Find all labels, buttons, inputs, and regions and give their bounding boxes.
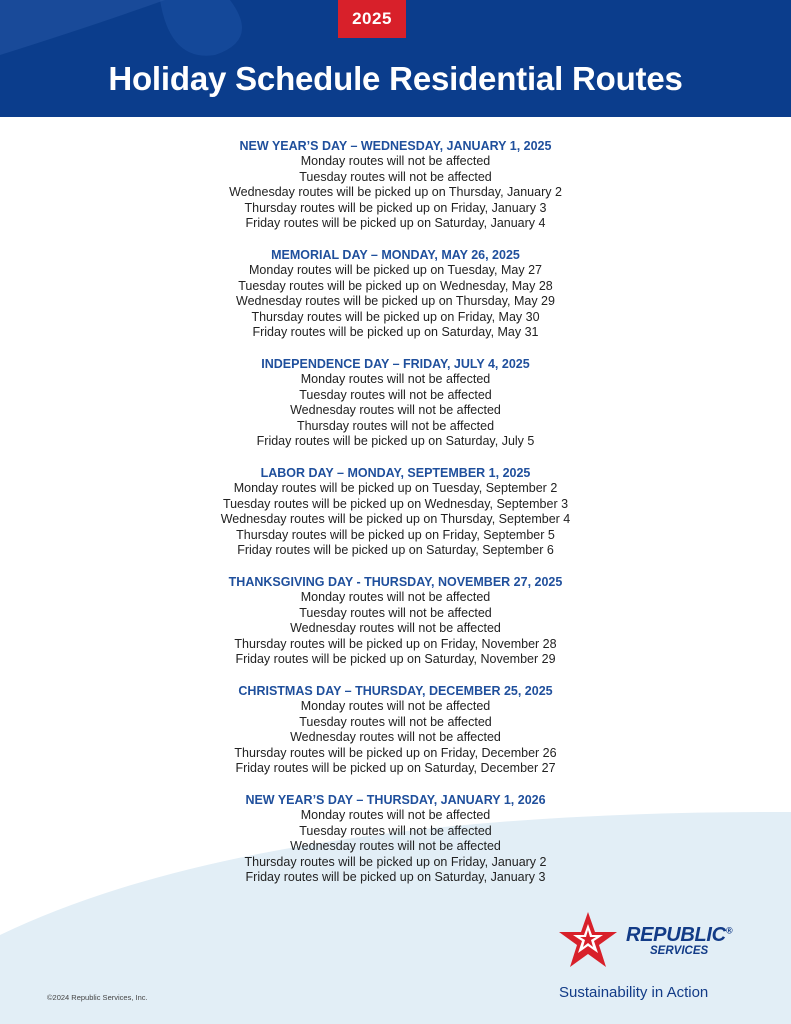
route-line: Thursday routes will be picked up on Friday, May 30 <box>251 309 540 324</box>
route-line: Tuesday routes will not be affected <box>299 823 492 838</box>
route-line: Tuesday routes will not be affected <box>299 714 492 729</box>
republic-star-logo-icon <box>556 910 620 972</box>
route-line: Monday routes will not be affected <box>300 372 491 386</box>
route-line: Friday routes will be picked up on Saturday, November 29 <box>235 652 556 666</box>
route-line: Friday routes will be picked up on Saturday, January 4 <box>245 216 546 230</box>
holiday-block <box>0 792 791 886</box>
route-line: Wednesday routes will not be affected <box>290 839 501 853</box>
route-line: Monday routes will not be affected <box>300 154 491 168</box>
page-title: Holiday Schedule Residential Routes <box>108 60 683 97</box>
copyright-notice: ©2024 Republic Services, Inc. <box>47 993 148 1002</box>
year-tab: 2025 <box>338 0 406 38</box>
route-line: Thursday routes will be picked up on Friday, December 26 <box>234 745 557 760</box>
route-line: Tuesday routes will not be affected <box>299 169 492 184</box>
route-line: Monday routes will not be affected <box>300 699 491 713</box>
holiday-block <box>0 138 791 232</box>
route-line: Friday routes will be picked up on Saturday, July 5 <box>256 434 535 448</box>
holiday-title: INDEPENDENCE DAY – FRIDAY, JULY 4, 2025 <box>261 357 530 371</box>
holiday-schedule <box>0 138 791 901</box>
holiday-block <box>0 465 791 559</box>
route-line: Monday routes will not be affected <box>300 590 491 604</box>
route-line: Wednesday routes will not be affected <box>290 730 501 744</box>
route-line: Monday routes will be picked up on Tuesday, May 27 <box>249 263 542 277</box>
route-line: Friday routes will be picked up on Saturday, September 6 <box>237 543 554 557</box>
brand-subname: SERVICES <box>650 945 709 957</box>
holiday-title: NEW YEAR’S DAY – THURSDAY, JANUARY 1, 2026 <box>245 793 546 807</box>
route-line: Tuesday routes will not be affected <box>299 605 492 620</box>
holiday-block <box>0 247 791 341</box>
route-line: Wednesday routes will be picked up on Thursday, September 4 <box>220 512 571 526</box>
route-line: Tuesday routes will be picked up on Wednesday, September 3 <box>222 496 569 511</box>
route-line: Friday routes will be picked up on Saturday, May 31 <box>252 325 539 339</box>
route-line: Monday routes will not be affected <box>300 808 491 822</box>
holiday-title: CHRISTMAS DAY – THURSDAY, DECEMBER 25, 2025 <box>238 684 553 698</box>
route-line: Tuesday routes will not be affected <box>299 387 492 402</box>
holiday-title: MEMORIAL DAY – MONDAY, MAY 26, 2025 <box>271 248 520 262</box>
route-line: Friday routes will be picked up on Saturday, December 27 <box>235 761 556 775</box>
brand-name: REPUBLIC® <box>626 924 733 946</box>
route-line: Thursday routes will be picked up on Friday, November 28 <box>234 636 557 651</box>
tagline: Sustainability in Action <box>559 984 709 1001</box>
holiday-title: THANKSGIVING DAY - THURSDAY, NOVEMBER 27, 2025 <box>228 575 563 589</box>
route-line: Thursday routes will be picked up on Friday, September 5 <box>236 527 555 542</box>
route-line: Wednesday routes will not be affected <box>290 403 501 417</box>
holiday-title: LABOR DAY – MONDAY, SEPTEMBER 1, 2025 <box>260 466 531 480</box>
route-line: Wednesday routes will be picked up on Thursday, January 2 <box>229 185 562 199</box>
route-line: Thursday routes will be picked up on Friday, January 2 <box>244 854 547 869</box>
holiday-title: NEW YEAR’S DAY – WEDNESDAY, JANUARY 1, 2025 <box>239 139 552 153</box>
route-line: Thursday routes will not be affected <box>296 418 495 433</box>
route-line: Wednesday routes will be picked up on Thursday, May 29 <box>236 294 555 308</box>
route-line: Thursday routes will be picked up on Friday, January 3 <box>244 200 547 215</box>
route-line: Friday routes will be picked up on Saturday, January 3 <box>245 870 546 884</box>
header-banner <box>0 0 791 117</box>
holiday-block <box>0 574 791 668</box>
route-line: Tuesday routes will be picked up on Wednesday, May 28 <box>238 278 553 293</box>
route-line: Wednesday routes will not be affected <box>290 621 501 635</box>
route-line: Monday routes will be picked up on Tuesday, September 2 <box>233 481 558 495</box>
republic-services-logo <box>556 910 756 975</box>
holiday-block <box>0 356 791 450</box>
holiday-block <box>0 683 791 777</box>
